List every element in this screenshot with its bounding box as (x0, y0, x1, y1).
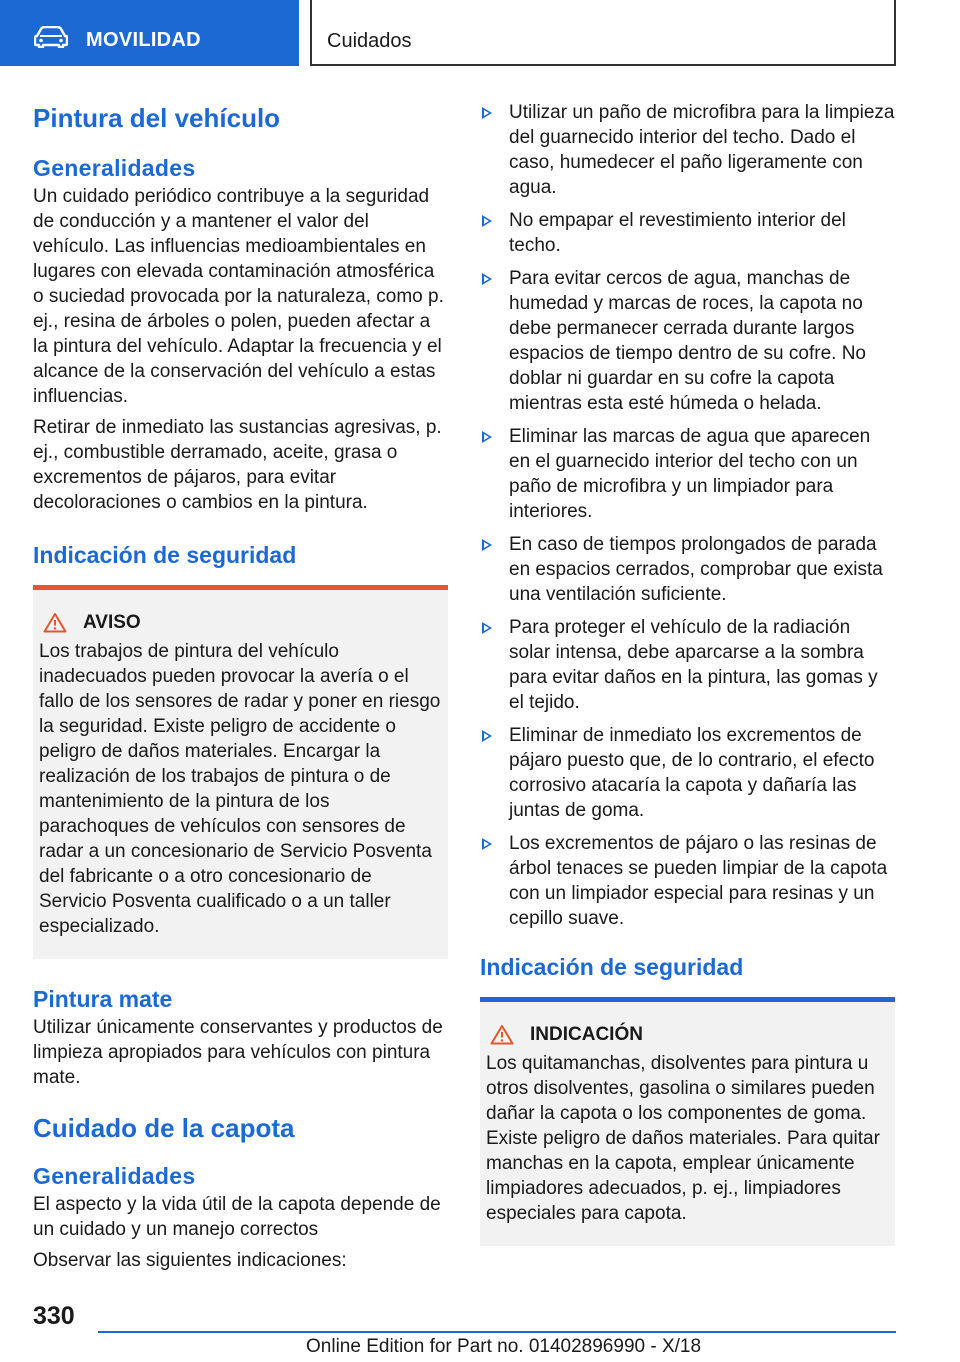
warning-header (39, 610, 442, 635)
car-icon (34, 26, 68, 48)
warning-box (33, 585, 448, 959)
note-title: INDICACIÓN (530, 1024, 643, 1045)
paragraph-matte: Utilizar únicamente conservantes y productos de limpieza apropiados para vehículos con pintura mate. (33, 1017, 443, 1088)
bullet-arrow-icon (482, 622, 492, 634)
page-header (0, 0, 960, 66)
bullet-arrow-icon (482, 431, 492, 443)
list-item: No empapar el revestimiento interior del techo. (480, 208, 895, 258)
bullet-arrow-icon (482, 838, 492, 850)
list-item: Para evitar cercos de agua, manchas de humedad y marcas de roces, la capota no debe permanecer cerrada durante largos espacios de tiempo dentro de su cofre. No doblar ni guardar en su cofre la capota mientras esta esté húmeda o helada. (480, 266, 895, 416)
list-item: Para proteger el vehículo de la radiación solar intensa, debe aparcarse a la sombra para evitar daños en la pintura, las gomas y el tejido. (480, 615, 895, 715)
page-number: 330 (33, 1302, 75, 1330)
heading-safety: Indicación de seguridad (33, 542, 297, 568)
note-header (486, 1022, 889, 1047)
heading-safety-right: Indicación de seguridad (480, 954, 744, 980)
tab-cuidados-label: Cuidados (327, 30, 412, 52)
note-text: Los quitamanchas, disolventes para pintura u otros disolventes, gasolina o similares pueden dañar la capota o los componentes de goma. Existe peligro de daños materiales. Para quitar manchas en la capota, emplear únicamente limpiadores adecuados, p. ej., limpiadores especiales para capota. (486, 1053, 880, 1224)
tab-movilidad[interactable] (0, 0, 299, 66)
list-item: Los excrementos de pájaro o las resinas de árbol tenaces se pueden limpiar de la capota con un limpiador especial para resinas y un cepillo suave. (480, 831, 895, 931)
heading-matte: Pintura mate (33, 986, 173, 1012)
footer-divider (98, 1331, 896, 1333)
list-item: Utilizar un paño de microfibra para la limpieza del guarnecido interior del techo. Dado el caso, humedecer el paño ligeramente con agua. (480, 100, 895, 200)
paragraph-remove: Retirar de inmediato las sustancias agresivas, p. ej., combustible derramado, aceite, grasa o excrementos de pájaros, para evitar decoloraciones o cambios en la pintura. (33, 417, 442, 513)
note-box (480, 997, 895, 1246)
care-instructions-list (480, 100, 895, 931)
heading-general-top: Generalidades (33, 1163, 196, 1189)
heading-top-care: Cuidado de la capota (33, 1113, 295, 1143)
footer-edition: Online Edition for Part no. 01402896990 - X/18 (306, 1336, 702, 1357)
warning-triangle-icon (43, 612, 67, 633)
right-column (480, 100, 895, 1246)
warning-text: Los trabajos de pintura del vehículo inadecuados pueden provocar la avería o el fallo de los sensores de radar y poner en riesgo la seguridad. Existe peligro de accidente o peligro de daños materiales. Encargar la realización de los trabajos de pintura o de mantenimiento de la pintura de los parachoques de vehículos con sensores de radar a un concesionario de Servicio Posventa del fabricante o a otro concesionario de Servicio Posventa cualificado o a un taller especializado. (39, 641, 441, 937)
paragraph-care: Un cuidado periódico contribuye a la seguridad de conducción y a mantener el valor del vehículo. Las influencias medioambientales en lugares con elevada contaminación atmosférica o suciedad provocada por la naturaleza, como p. ej., resina de árboles o polen, pueden afectar a la pintura del vehículo. Adaptar la frecuencia y el alcance de la conservación del vehículo a estas influencias. (33, 186, 444, 407)
bullet-arrow-icon (482, 539, 492, 551)
warning-title: AVISO (83, 612, 141, 633)
bullet-arrow-icon (482, 273, 492, 285)
bullet-arrow-icon (482, 107, 492, 119)
bullet-arrow-icon (482, 730, 492, 742)
bullet-arrow-icon (482, 215, 492, 227)
heading-paint: Pintura del vehículo (33, 103, 281, 133)
heading-general: Generalidades (33, 155, 196, 181)
left-column (33, 100, 448, 1273)
paragraph-top-care: El aspecto y la vida útil de la capota depende de un cuidado y un manejo correctos (33, 1194, 441, 1240)
list-item: Eliminar las marcas de agua que aparecen en el guarnecido interior del techo con un paño de microfibra y un limpiador para interiores. (480, 424, 895, 524)
warning-triangle-icon (490, 1024, 514, 1045)
list-item: En caso de tiempos prolongados de parada en espacios cerrados, comprobar que exista una ventilación suficiente. (480, 532, 895, 607)
list-item: Eliminar de inmediato los excrementos de pájaro puesto que, de lo contrario, el efecto corrosivo atacaría la capota y dañaría las juntas de goma. (480, 723, 895, 823)
tab-cuidados[interactable] (310, 0, 896, 66)
paragraph-observe: Observar las siguientes indicaciones: (33, 1250, 347, 1271)
tab-movilidad-label: MOVILIDAD (86, 29, 201, 51)
